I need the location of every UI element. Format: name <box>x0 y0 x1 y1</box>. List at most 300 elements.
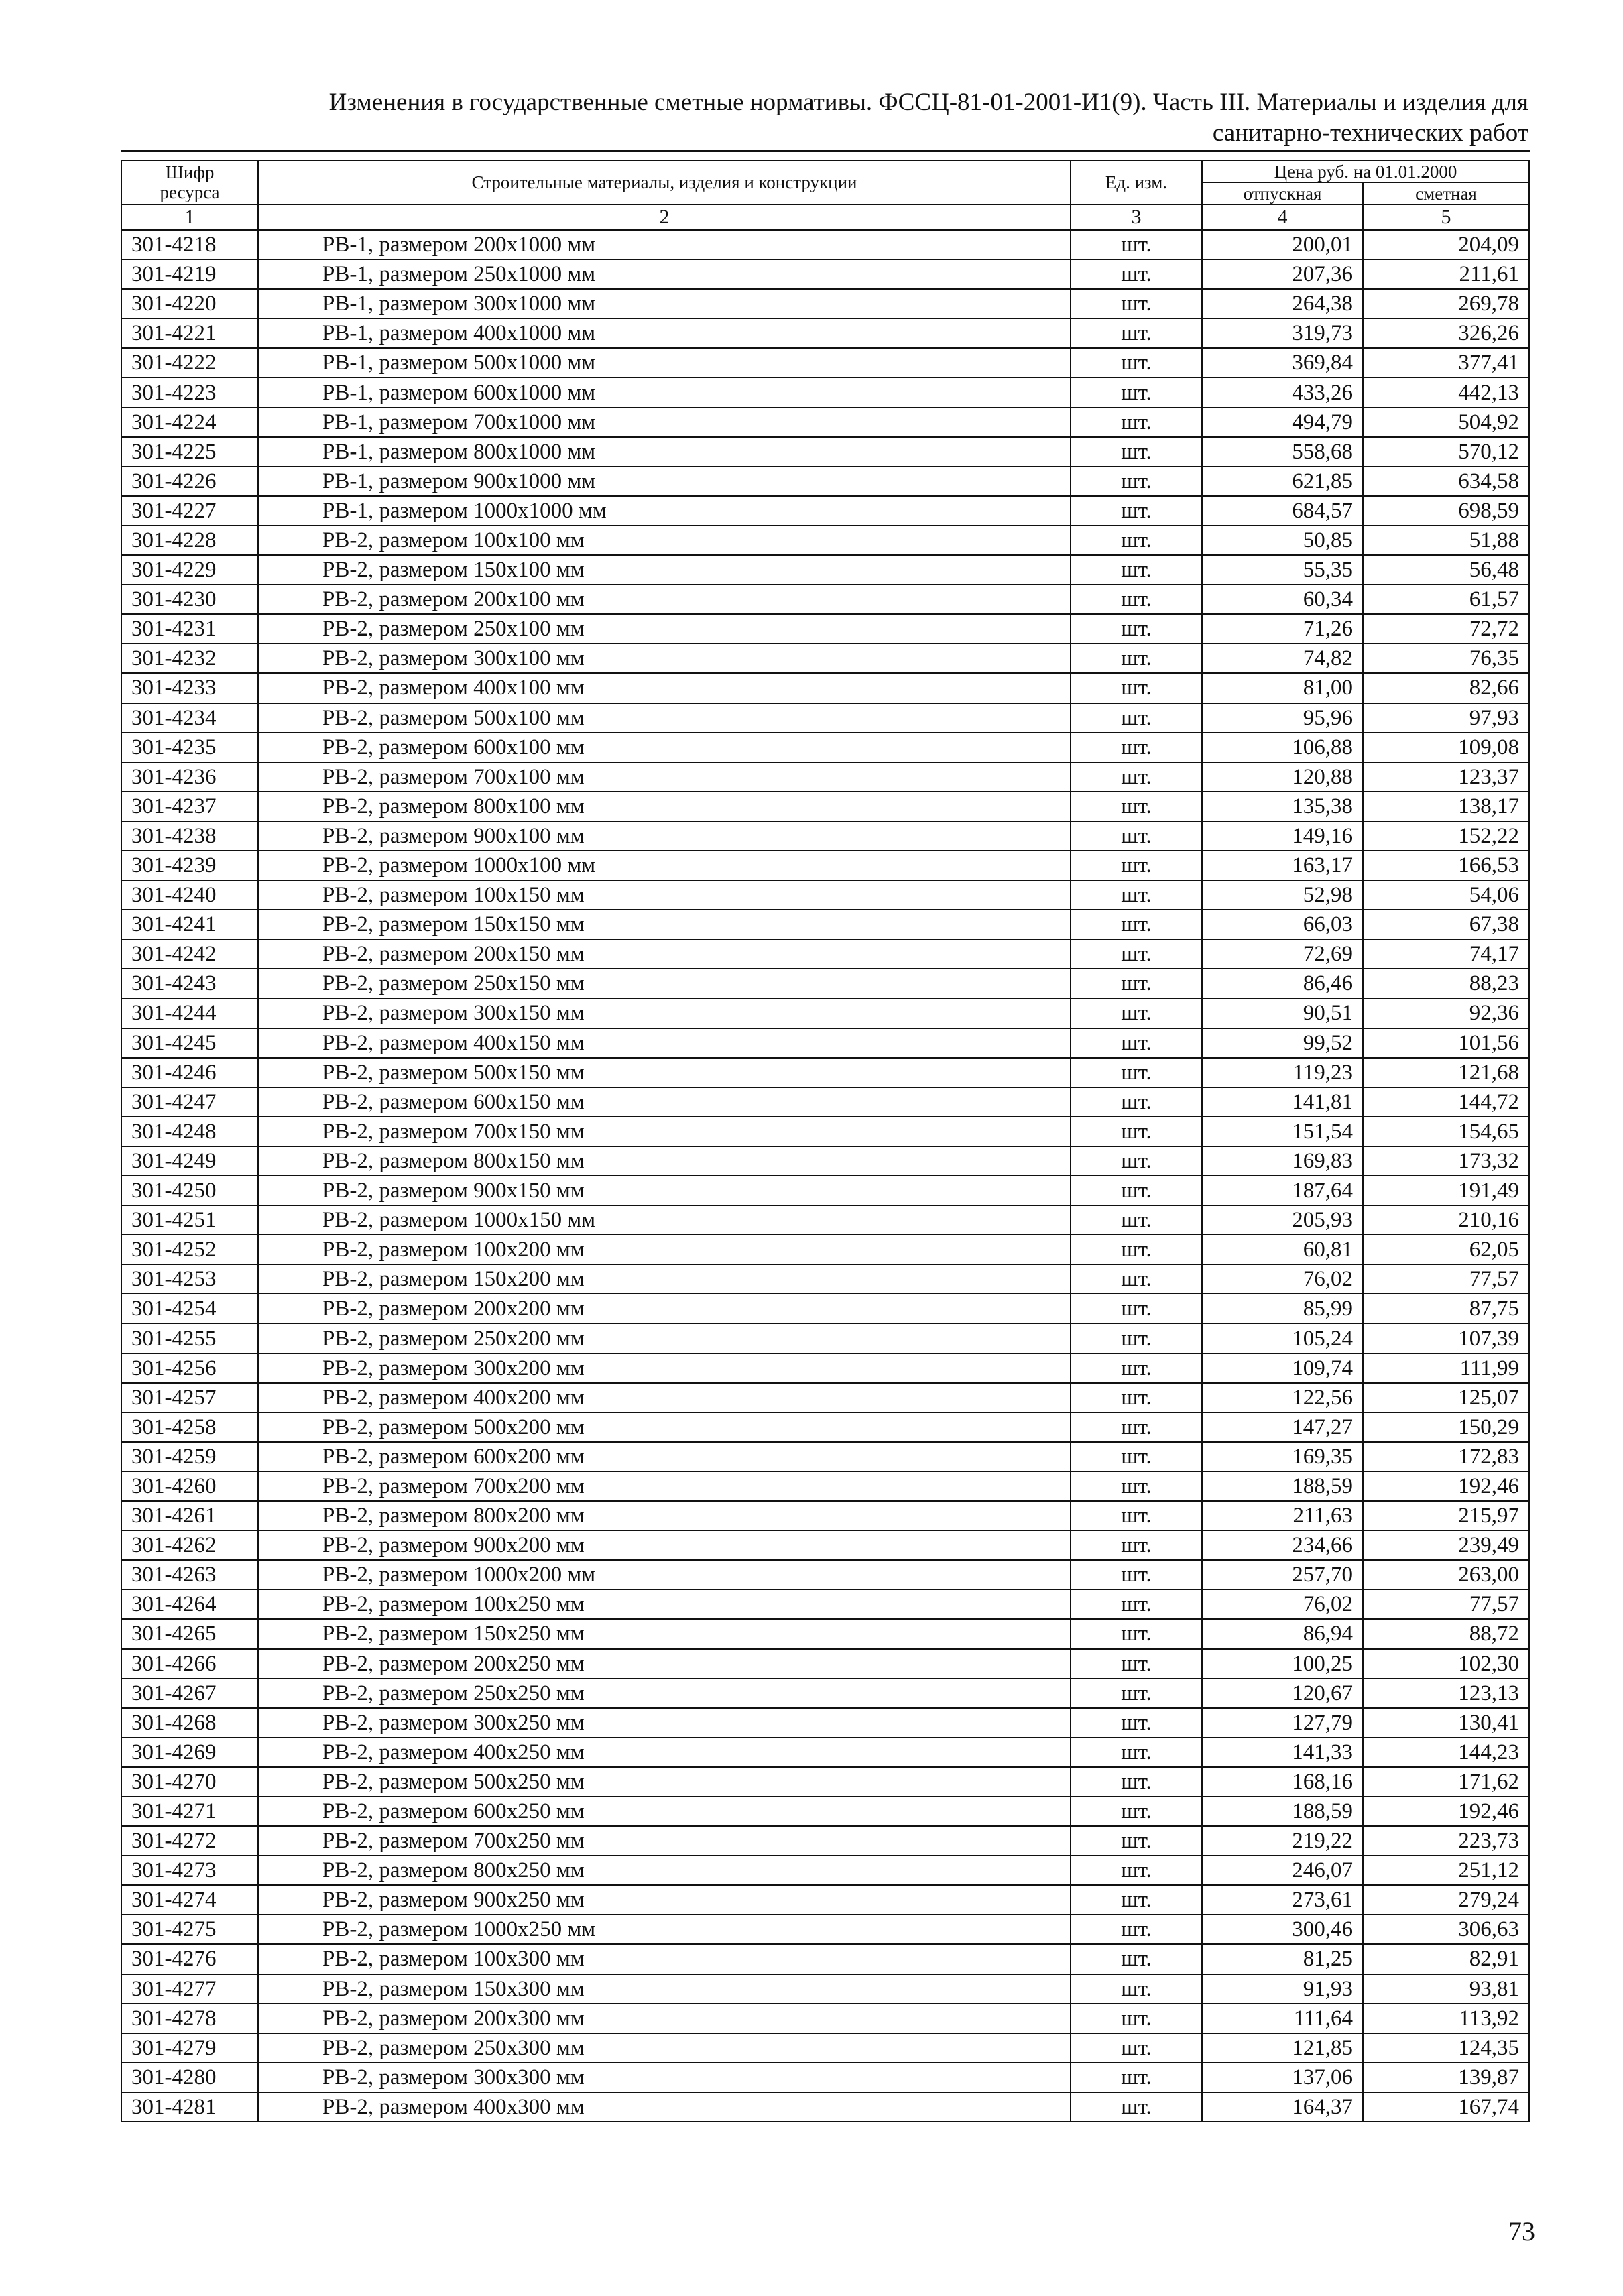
release-price-cell: 187,64 <box>1202 1176 1363 1205</box>
resource-code-cell: 301-4271 <box>121 1797 258 1826</box>
material-name-cell: РВ-2, размером 150х300 мм <box>258 1974 1071 2004</box>
release-price-cell: 55,35 <box>1202 555 1363 585</box>
estimate-price-cell: 211,61 <box>1363 259 1529 289</box>
material-name-cell: РВ-1, размером 1000х1000 мм <box>258 496 1071 526</box>
unit-cell: шт. <box>1071 1264 1202 1294</box>
material-name-cell: РВ-2, размером 250х150 мм <box>258 969 1071 998</box>
material-name-cell: РВ-2, размером 200х300 мм <box>258 2004 1071 2033</box>
unit-cell: шт. <box>1071 1738 1202 1767</box>
material-name-cell: РВ-2, размером 100х150 мм <box>258 880 1071 910</box>
material-name-cell: РВ-2, размером 1000х150 мм <box>258 1205 1071 1235</box>
table-row <box>121 1383 1529 1412</box>
resource-code-cell: 301-4276 <box>121 1944 258 1974</box>
material-name-cell: РВ-2, размером 500х250 мм <box>258 1767 1071 1797</box>
material-name-cell: РВ-2, размером 500х100 мм <box>258 703 1071 733</box>
material-name-cell: РВ-1, размером 600х1000 мм <box>258 377 1071 407</box>
release-price-cell: 50,85 <box>1202 526 1363 555</box>
material-name-cell: РВ-2, размером 600х200 мм <box>258 1442 1071 1471</box>
table-row <box>121 555 1529 585</box>
estimate-price-cell: 191,49 <box>1363 1176 1529 1205</box>
resource-code-cell: 301-4226 <box>121 467 258 496</box>
resource-code-cell: 301-4270 <box>121 1767 258 1797</box>
unit-cell: шт. <box>1071 2033 1202 2063</box>
unit-cell: шт. <box>1071 1530 1202 1560</box>
release-price-cell: 95,96 <box>1202 703 1363 733</box>
unit-cell: шт. <box>1071 496 1202 526</box>
resource-code-cell: 301-4220 <box>121 289 258 318</box>
table-row <box>121 1294 1529 1323</box>
table-row <box>121 526 1529 555</box>
unit-cell: шт. <box>1071 1117 1202 1146</box>
col-header-price: Цена руб. на 01.01.2000 <box>1202 160 1529 182</box>
unit-cell: шт. <box>1071 2004 1202 2033</box>
resource-code-cell: 301-4252 <box>121 1235 258 1264</box>
resource-code-cell: 301-4236 <box>121 762 258 792</box>
release-price-cell: 90,51 <box>1202 998 1363 1028</box>
release-price-cell: 168,16 <box>1202 1767 1363 1797</box>
table-row <box>121 2033 1529 2063</box>
estimate-price-cell: 124,35 <box>1363 2033 1529 2063</box>
release-price-cell: 219,22 <box>1202 1826 1363 1856</box>
resource-code-cell: 301-4250 <box>121 1176 258 1205</box>
unit-cell: шт. <box>1071 998 1202 1028</box>
resource-code-cell: 301-4262 <box>121 1530 258 1560</box>
table-row <box>121 1501 1529 1530</box>
page-number: 73 <box>1508 2216 1535 2246</box>
unit-cell: шт. <box>1071 910 1202 939</box>
resource-code-cell: 301-4234 <box>121 703 258 733</box>
unit-cell: шт. <box>1071 1708 1202 1738</box>
resource-code-cell: 301-4268 <box>121 1708 258 1738</box>
unit-cell: шт. <box>1071 1797 1202 1826</box>
resource-code-cell: 301-4235 <box>121 733 258 762</box>
resource-code-cell: 301-4231 <box>121 614 258 644</box>
estimate-price-cell: 150,29 <box>1363 1412 1529 1442</box>
release-price-cell: 141,81 <box>1202 1087 1363 1117</box>
material-name-cell: РВ-2, размером 400х100 мм <box>258 673 1071 703</box>
material-name-cell: РВ-2, размером 400х150 мм <box>258 1028 1071 1058</box>
estimate-price-cell: 101,56 <box>1363 1028 1529 1058</box>
col-number-3: 3 <box>1071 204 1202 230</box>
material-name-cell: РВ-2, размером 150х150 мм <box>258 910 1071 939</box>
resource-code-cell: 301-4224 <box>121 408 258 437</box>
table-row <box>121 1856 1529 1885</box>
estimate-price-cell: 215,97 <box>1363 1501 1529 1530</box>
unit-cell: шт. <box>1071 703 1202 733</box>
unit-cell: шт. <box>1071 289 1202 318</box>
table-row <box>121 880 1529 910</box>
table-row <box>121 1738 1529 1767</box>
estimate-price-cell: 97,93 <box>1363 703 1529 733</box>
resource-code-cell: 301-4264 <box>121 1589 258 1619</box>
estimate-price-cell: 102,30 <box>1363 1649 1529 1679</box>
unit-cell: шт. <box>1071 259 1202 289</box>
material-name-cell: РВ-2, размером 300х100 мм <box>258 644 1071 673</box>
material-name-cell: РВ-2, размером 800х200 мм <box>258 1501 1071 1530</box>
estimate-price-cell: 326,26 <box>1363 318 1529 348</box>
resource-code-cell: 301-4269 <box>121 1738 258 1767</box>
material-name-cell: РВ-2, размером 100х100 мм <box>258 526 1071 555</box>
estimate-price-cell: 67,38 <box>1363 910 1529 939</box>
unit-cell: шт. <box>1071 851 1202 880</box>
material-name-cell: РВ-2, размером 250х250 мм <box>258 1679 1071 1708</box>
resource-code-cell: 301-4260 <box>121 1471 258 1501</box>
estimate-price-cell: 62,05 <box>1363 1235 1529 1264</box>
unit-cell: шт. <box>1071 1058 1202 1087</box>
table-row <box>121 1146 1529 1176</box>
unit-cell: шт. <box>1071 1501 1202 1530</box>
table-row <box>121 1915 1529 1944</box>
table-row <box>121 1708 1529 1738</box>
estimate-price-cell: 223,73 <box>1363 1826 1529 1856</box>
resource-code-cell: 301-4247 <box>121 1087 258 1117</box>
release-price-cell: 120,67 <box>1202 1679 1363 1708</box>
unit-cell: шт. <box>1071 467 1202 496</box>
release-price-cell: 169,35 <box>1202 1442 1363 1471</box>
table-row <box>121 1679 1529 1708</box>
release-price-cell: 111,64 <box>1202 2004 1363 2033</box>
estimate-price-cell: 239,49 <box>1363 1530 1529 1560</box>
release-price-cell: 149,16 <box>1202 821 1363 851</box>
unit-cell: шт. <box>1071 348 1202 377</box>
release-price-cell: 163,17 <box>1202 851 1363 880</box>
release-price-cell: 121,85 <box>1202 2033 1363 2063</box>
release-price-cell: 120,88 <box>1202 762 1363 792</box>
release-price-cell: 319,73 <box>1202 318 1363 348</box>
table-row <box>121 1767 1529 1797</box>
resource-code-cell: 301-4263 <box>121 1560 258 1589</box>
estimate-price-cell: 504,92 <box>1363 408 1529 437</box>
release-price-cell: 273,61 <box>1202 1885 1363 1915</box>
unit-cell: шт. <box>1071 1235 1202 1264</box>
unit-cell: шт. <box>1071 1087 1202 1117</box>
estimate-price-cell: 154,65 <box>1363 1117 1529 1146</box>
release-price-cell: 91,93 <box>1202 1974 1363 2004</box>
resource-code-cell: 301-4273 <box>121 1856 258 1885</box>
release-price-cell: 81,25 <box>1202 1944 1363 1974</box>
unit-cell: шт. <box>1071 1560 1202 1589</box>
material-name-cell: РВ-2, размером 300х200 мм <box>258 1353 1071 1383</box>
resource-code-cell: 301-4243 <box>121 969 258 998</box>
table-row <box>121 1412 1529 1442</box>
unit-cell: шт. <box>1071 1826 1202 1856</box>
estimate-price-cell: 56,48 <box>1363 555 1529 585</box>
material-name-cell: РВ-2, размером 400х250 мм <box>258 1738 1071 1767</box>
table-row <box>121 377 1529 407</box>
resource-code-cell: 301-4225 <box>121 437 258 467</box>
unit-cell: шт. <box>1071 1974 1202 2004</box>
release-price-cell: 684,57 <box>1202 496 1363 526</box>
release-price-cell: 151,54 <box>1202 1117 1363 1146</box>
estimate-price-cell: 92,36 <box>1363 998 1529 1028</box>
resource-code-cell: 301-4277 <box>121 1974 258 2004</box>
resource-code-cell: 301-4274 <box>121 1885 258 1915</box>
release-price-cell: 52,98 <box>1202 880 1363 910</box>
estimate-price-cell: 93,81 <box>1363 1974 1529 2004</box>
release-price-cell: 433,26 <box>1202 377 1363 407</box>
document-header-line1: Изменения в государственные сметные нормативы. ФССЦ-81-01-2001-И1(9). Часть III. Материалы и изделия для <box>328 88 1528 116</box>
table-row <box>121 1264 1529 1294</box>
estimate-price-cell: 82,66 <box>1363 673 1529 703</box>
resource-code-cell: 301-4280 <box>121 2063 258 2092</box>
col-number-4: 4 <box>1202 204 1363 230</box>
material-name-cell: РВ-2, размером 800х100 мм <box>258 792 1071 821</box>
estimate-price-cell: 111,99 <box>1363 1353 1529 1383</box>
price-table-body <box>121 230 1529 2122</box>
release-price-cell: 76,02 <box>1202 1264 1363 1294</box>
resource-code-cell: 301-4249 <box>121 1146 258 1176</box>
estimate-price-cell: 61,57 <box>1363 585 1529 614</box>
document-header-line2: санитарно-технических работ <box>1212 119 1528 147</box>
unit-cell: шт. <box>1071 1442 1202 1471</box>
material-name-cell: РВ-2, размером 800х150 мм <box>258 1146 1071 1176</box>
material-name-cell: РВ-2, размером 700х100 мм <box>258 762 1071 792</box>
table-row <box>121 1589 1529 1619</box>
estimate-price-cell: 107,39 <box>1363 1323 1529 1353</box>
table-row <box>121 1885 1529 1915</box>
table-row <box>121 673 1529 703</box>
estimate-price-cell: 152,22 <box>1363 821 1529 851</box>
table-row <box>121 318 1529 348</box>
table-row <box>121 1974 1529 2004</box>
resource-code-cell: 301-4253 <box>121 1264 258 1294</box>
material-name-cell: РВ-1, размером 400х1000 мм <box>258 318 1071 348</box>
material-name-cell: РВ-2, размером 200х200 мм <box>258 1294 1071 1323</box>
table-row <box>121 1117 1529 1146</box>
resource-code-cell: 301-4254 <box>121 1294 258 1323</box>
table-row <box>121 998 1529 1028</box>
material-name-cell: РВ-1, размером 200х1000 мм <box>258 230 1071 259</box>
unit-cell: шт. <box>1071 1146 1202 1176</box>
release-price-cell: 71,26 <box>1202 614 1363 644</box>
release-price-cell: 85,99 <box>1202 1294 1363 1323</box>
estimate-price-cell: 144,23 <box>1363 1738 1529 1767</box>
material-name-cell: РВ-2, размером 1000х200 мм <box>258 1560 1071 1589</box>
material-name-cell: РВ-2, размером 150х100 мм <box>258 555 1071 585</box>
estimate-price-cell: 279,24 <box>1363 1885 1529 1915</box>
release-price-cell: 188,59 <box>1202 1471 1363 1501</box>
table-row <box>121 1619 1529 1648</box>
unit-cell: шт. <box>1071 1915 1202 1944</box>
resource-code-cell: 301-4244 <box>121 998 258 1028</box>
estimate-price-cell: 82,91 <box>1363 1944 1529 1974</box>
release-price-cell: 234,66 <box>1202 1530 1363 1560</box>
unit-cell: шт. <box>1071 555 1202 585</box>
col-header-estimate: сметная <box>1363 182 1529 204</box>
resource-code-cell: 301-4218 <box>121 230 258 259</box>
table-row <box>121 939 1529 969</box>
estimate-price-cell: 130,41 <box>1363 1708 1529 1738</box>
table-row <box>121 1530 1529 1560</box>
estimate-price-cell: 144,72 <box>1363 1087 1529 1117</box>
material-name-cell: РВ-2, размером 250х300 мм <box>258 2033 1071 2063</box>
estimate-price-cell: 269,78 <box>1363 289 1529 318</box>
table-row <box>121 1028 1529 1058</box>
release-price-cell: 300,46 <box>1202 1915 1363 1944</box>
table-row <box>121 1560 1529 1589</box>
unit-cell: шт. <box>1071 733 1202 762</box>
unit-cell: шт. <box>1071 821 1202 851</box>
table-row <box>121 585 1529 614</box>
unit-cell: шт. <box>1071 1619 1202 1648</box>
estimate-price-cell: 87,75 <box>1363 1294 1529 1323</box>
material-name-cell: РВ-1, размером 500х1000 мм <box>258 348 1071 377</box>
material-name-cell: РВ-2, размером 300х250 мм <box>258 1708 1071 1738</box>
estimate-price-cell: 192,46 <box>1363 1797 1529 1826</box>
resource-code-cell: 301-4245 <box>121 1028 258 1058</box>
table-row <box>121 289 1529 318</box>
estimate-price-cell: 172,83 <box>1363 1442 1529 1471</box>
table-row <box>121 792 1529 821</box>
price-table-head <box>121 160 1529 230</box>
resource-code-cell: 301-4251 <box>121 1205 258 1235</box>
resource-code-cell: 301-4230 <box>121 585 258 614</box>
resource-code-cell: 301-4261 <box>121 1501 258 1530</box>
release-price-cell: 122,56 <box>1202 1383 1363 1412</box>
material-name-cell: РВ-2, размером 700х150 мм <box>258 1117 1071 1146</box>
unit-cell: шт. <box>1071 969 1202 998</box>
release-price-cell: 169,83 <box>1202 1146 1363 1176</box>
material-name-cell: РВ-2, размером 200х250 мм <box>258 1649 1071 1679</box>
resource-code-cell: 301-4237 <box>121 792 258 821</box>
unit-cell: шт. <box>1071 1649 1202 1679</box>
estimate-price-cell: 377,41 <box>1363 348 1529 377</box>
estimate-price-cell: 76,35 <box>1363 644 1529 673</box>
table-row <box>121 408 1529 437</box>
header-rule <box>121 150 1530 152</box>
release-price-cell: 60,81 <box>1202 1235 1363 1264</box>
release-price-cell: 147,27 <box>1202 1412 1363 1442</box>
material-name-cell: РВ-2, размером 900х200 мм <box>258 1530 1071 1560</box>
release-price-cell: 99,52 <box>1202 1028 1363 1058</box>
resource-code-cell: 301-4238 <box>121 821 258 851</box>
table-row <box>121 1058 1529 1087</box>
material-name-cell: РВ-2, размером 600х250 мм <box>258 1797 1071 1826</box>
material-name-cell: РВ-1, размером 300х1000 мм <box>258 289 1071 318</box>
estimate-price-cell: 634,58 <box>1363 467 1529 496</box>
unit-cell: шт. <box>1071 230 1202 259</box>
material-name-cell: РВ-2, размером 900х100 мм <box>258 821 1071 851</box>
unit-cell: шт. <box>1071 644 1202 673</box>
material-name-cell: РВ-2, размером 400х200 мм <box>258 1383 1071 1412</box>
release-price-cell: 72,69 <box>1202 939 1363 969</box>
unit-cell: шт. <box>1071 408 1202 437</box>
resource-code-cell: 301-4240 <box>121 880 258 910</box>
release-price-cell: 369,84 <box>1202 348 1363 377</box>
estimate-price-cell: 138,17 <box>1363 792 1529 821</box>
resource-code-cell: 301-4246 <box>121 1058 258 1087</box>
table-row <box>121 2063 1529 2092</box>
material-name-cell: РВ-2, размером 600х150 мм <box>258 1087 1071 1117</box>
table-row <box>121 969 1529 998</box>
estimate-price-cell: 74,17 <box>1363 939 1529 969</box>
resource-code-cell: 301-4256 <box>121 1353 258 1383</box>
estimate-price-cell: 109,08 <box>1363 733 1529 762</box>
resource-code-cell: 301-4259 <box>121 1442 258 1471</box>
material-name-cell: РВ-2, размером 500х200 мм <box>258 1412 1071 1442</box>
release-price-cell: 164,37 <box>1202 2092 1363 2122</box>
resource-code-cell: 301-4232 <box>121 644 258 673</box>
table-row <box>121 1323 1529 1353</box>
unit-cell: шт. <box>1071 1353 1202 1383</box>
unit-cell: шт. <box>1071 377 1202 407</box>
estimate-price-cell: 204,09 <box>1363 230 1529 259</box>
table-row <box>121 1353 1529 1383</box>
material-name-cell: РВ-2, размером 1000х100 мм <box>258 851 1071 880</box>
resource-code-cell: 301-4227 <box>121 496 258 526</box>
release-price-cell: 135,38 <box>1202 792 1363 821</box>
estimate-price-cell: 125,07 <box>1363 1383 1529 1412</box>
table-row <box>121 259 1529 289</box>
release-price-cell: 119,23 <box>1202 1058 1363 1087</box>
resource-code-cell: 301-4223 <box>121 377 258 407</box>
table-row <box>121 1235 1529 1264</box>
release-price-cell: 211,63 <box>1202 1501 1363 1530</box>
material-name-cell: РВ-1, размером 900х1000 мм <box>258 467 1071 496</box>
material-name-cell: РВ-2, размером 700х250 мм <box>258 1826 1071 1856</box>
material-name-cell: РВ-2, размером 100х300 мм <box>258 1944 1071 1974</box>
unit-cell: шт. <box>1071 1589 1202 1619</box>
table-row <box>121 1826 1529 1856</box>
material-name-cell: РВ-2, размером 500х150 мм <box>258 1058 1071 1087</box>
material-name-cell: РВ-2, размером 150х250 мм <box>258 1619 1071 1648</box>
resource-code-cell: 301-4228 <box>121 526 258 555</box>
col-header-release: отпускная <box>1202 182 1363 204</box>
estimate-price-cell: 123,37 <box>1363 762 1529 792</box>
release-price-cell: 76,02 <box>1202 1589 1363 1619</box>
col-header-code: Шифр ресурса <box>121 160 258 204</box>
table-row <box>121 437 1529 467</box>
release-price-cell: 205,93 <box>1202 1205 1363 1235</box>
material-name-cell: РВ-2, размером 900х150 мм <box>258 1176 1071 1205</box>
estimate-price-cell: 77,57 <box>1363 1264 1529 1294</box>
table-row <box>121 644 1529 673</box>
estimate-price-cell: 570,12 <box>1363 437 1529 467</box>
estimate-price-cell: 77,57 <box>1363 1589 1529 1619</box>
material-name-cell: РВ-2, размером 200х150 мм <box>258 939 1071 969</box>
table-row <box>121 2004 1529 2033</box>
resource-code-cell: 301-4233 <box>121 673 258 703</box>
estimate-price-cell: 121,68 <box>1363 1058 1529 1087</box>
estimate-price-cell: 306,63 <box>1363 1915 1529 1944</box>
material-name-cell: РВ-2, размером 250х100 мм <box>258 614 1071 644</box>
table-row <box>121 1205 1529 1235</box>
table-row <box>121 733 1529 762</box>
table-row <box>121 1797 1529 1826</box>
table-row <box>121 614 1529 644</box>
estimate-price-cell: 54,06 <box>1363 880 1529 910</box>
estimate-price-cell: 139,87 <box>1363 2063 1529 2092</box>
estimate-price-cell: 88,23 <box>1363 969 1529 998</box>
release-price-cell: 127,79 <box>1202 1708 1363 1738</box>
table-row <box>121 1087 1529 1117</box>
estimate-price-cell: 251,12 <box>1363 1856 1529 1885</box>
col-number-1: 1 <box>121 204 258 230</box>
estimate-price-cell: 51,88 <box>1363 526 1529 555</box>
resource-code-cell: 301-4278 <box>121 2004 258 2033</box>
release-price-cell: 106,88 <box>1202 733 1363 762</box>
unit-cell: шт. <box>1071 1471 1202 1501</box>
resource-code-cell: 301-4265 <box>121 1619 258 1648</box>
estimate-price-cell: 88,72 <box>1363 1619 1529 1648</box>
release-price-cell: 207,36 <box>1202 259 1363 289</box>
release-price-cell: 105,24 <box>1202 1323 1363 1353</box>
unit-cell: шт. <box>1071 1028 1202 1058</box>
unit-cell: шт. <box>1071 1885 1202 1915</box>
table-row <box>121 496 1529 526</box>
material-name-cell: РВ-2, размером 400х300 мм <box>258 2092 1071 2122</box>
resource-code-cell: 301-4221 <box>121 318 258 348</box>
